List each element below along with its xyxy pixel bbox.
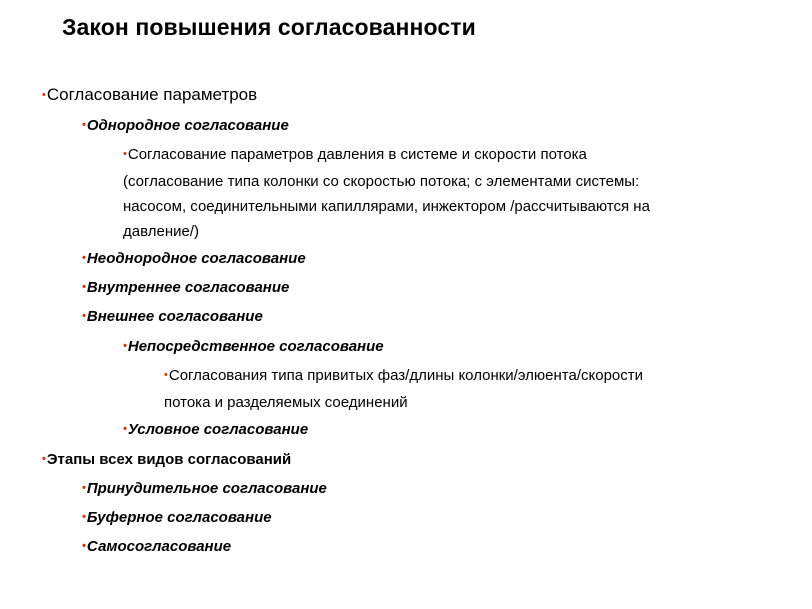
list-item-text: Однородное согласование [86, 117, 289, 134]
bullet-icon: • [164, 369, 168, 381]
bullet-icon: • [82, 511, 86, 523]
bullet-icon: • [42, 453, 46, 465]
list-item-level1 [42, 85, 257, 105]
bullet-icon: • [123, 340, 127, 352]
paragraph-line: давление/) [123, 223, 199, 240]
list-item-text: Непосредственное согласование [127, 338, 384, 355]
list-item-text: Внутреннее согласование [86, 279, 290, 296]
bullet-icon: • [123, 148, 127, 160]
bullet-icon: • [82, 482, 86, 494]
bullet-icon: • [82, 281, 86, 293]
list-item-text: Этапы всех видов согласований [46, 451, 292, 468]
bullet-icon: • [82, 310, 86, 322]
list-item-text: Самосогласование [86, 538, 232, 555]
list-item-text: Согласование параметров [46, 85, 258, 104]
list-item-text: Принудительное согласование [86, 480, 327, 497]
paragraph-line: Согласования типа привитых фаз/длины колонки/элюента/скорости [168, 367, 644, 384]
bullet-icon: • [82, 119, 86, 131]
list-item-level2 [82, 480, 327, 497]
paragraph-line: Согласование параметров давления в системе и скорости потока [127, 146, 587, 163]
list-item-level3 [123, 142, 650, 244]
paragraph-line: потока и разделяемых соединений [164, 394, 408, 411]
list-item-level2 [82, 250, 306, 267]
bullet-icon: • [82, 252, 86, 264]
list-item-level2 [82, 509, 272, 526]
bullet-icon: • [123, 423, 127, 435]
list-item-level3 [123, 421, 308, 438]
list-item-text: Внешнее согласование [86, 308, 263, 325]
bullet-icon: • [82, 540, 86, 552]
slide-title: Закон повышения согласованности [62, 14, 476, 40]
list-item-level1 [42, 451, 291, 468]
list-item-level2 [82, 538, 231, 555]
list-item-text: Буферное согласование [86, 509, 272, 526]
list-item-level3 [123, 338, 384, 355]
list-item-level4 [164, 363, 643, 415]
paragraph-line: (согласование типа колонки со скоростью потока; с элементами системы: [123, 173, 640, 190]
list-item-text: Неоднородное согласование [86, 250, 306, 267]
list-item-level2 [82, 308, 263, 325]
list-item-level2 [82, 279, 289, 296]
list-item-level2 [82, 117, 289, 134]
bullet-icon: • [42, 89, 46, 101]
paragraph-line: насосом, соединительными капиллярами, инжектором /рассчитываются на [123, 198, 650, 215]
list-item-text: Условное согласование [127, 421, 309, 438]
